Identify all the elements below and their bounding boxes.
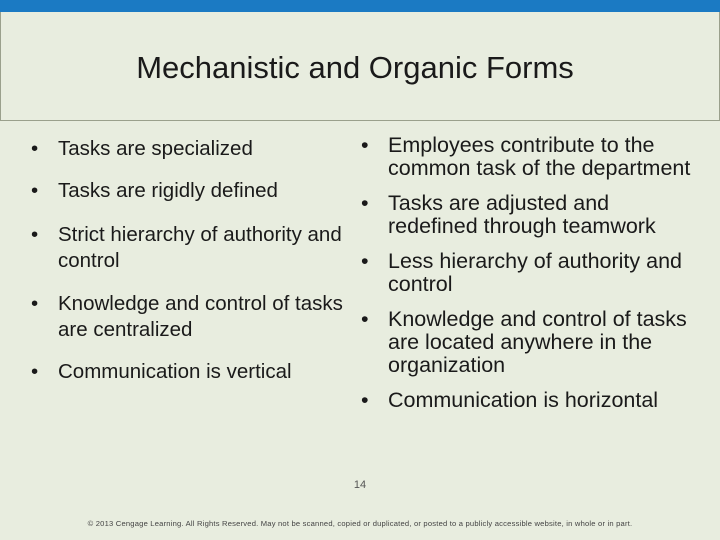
- right-bullet-list: [358, 134, 698, 412]
- top-accent-bar: [0, 0, 720, 12]
- slide-title: [0, 48, 720, 88]
- left-bullet-list: [28, 134, 348, 384]
- slide-title-text: Mechanistic and Organic Forms: [136, 50, 574, 85]
- left-bullet-item: • Tasks are rigidly defined: [28, 179, 348, 203]
- left-bullet-item: • Communication is vertical: [28, 360, 348, 384]
- right-bullet-item: • Tasks are adjusted and redefined through teamwork: [358, 192, 698, 238]
- left-bullet-item: • Knowledge and control of tasks are centralized: [28, 291, 348, 343]
- right-bullet-item: • Knowledge and control of tasks are located anywhere in the organization: [358, 308, 698, 377]
- page-number: 14: [353, 479, 367, 491]
- right-bullet-item: • Employees contribute to the common task of the department: [358, 134, 698, 180]
- copyright-footer: © 2013 Cengage Learning. All Rights Reserved. May not be scanned, copied or duplicated, or posted to a publicly accessible website, in whole or in part.: [87, 519, 633, 528]
- left-bullet-item: • Tasks are specialized: [28, 137, 348, 161]
- right-bullet-item: • Less hierarchy of authority and control: [358, 250, 698, 296]
- right-bullet-item: • Communication is horizontal: [358, 389, 698, 412]
- left-bullet-item: • Strict hierarchy of authority and control: [28, 222, 348, 274]
